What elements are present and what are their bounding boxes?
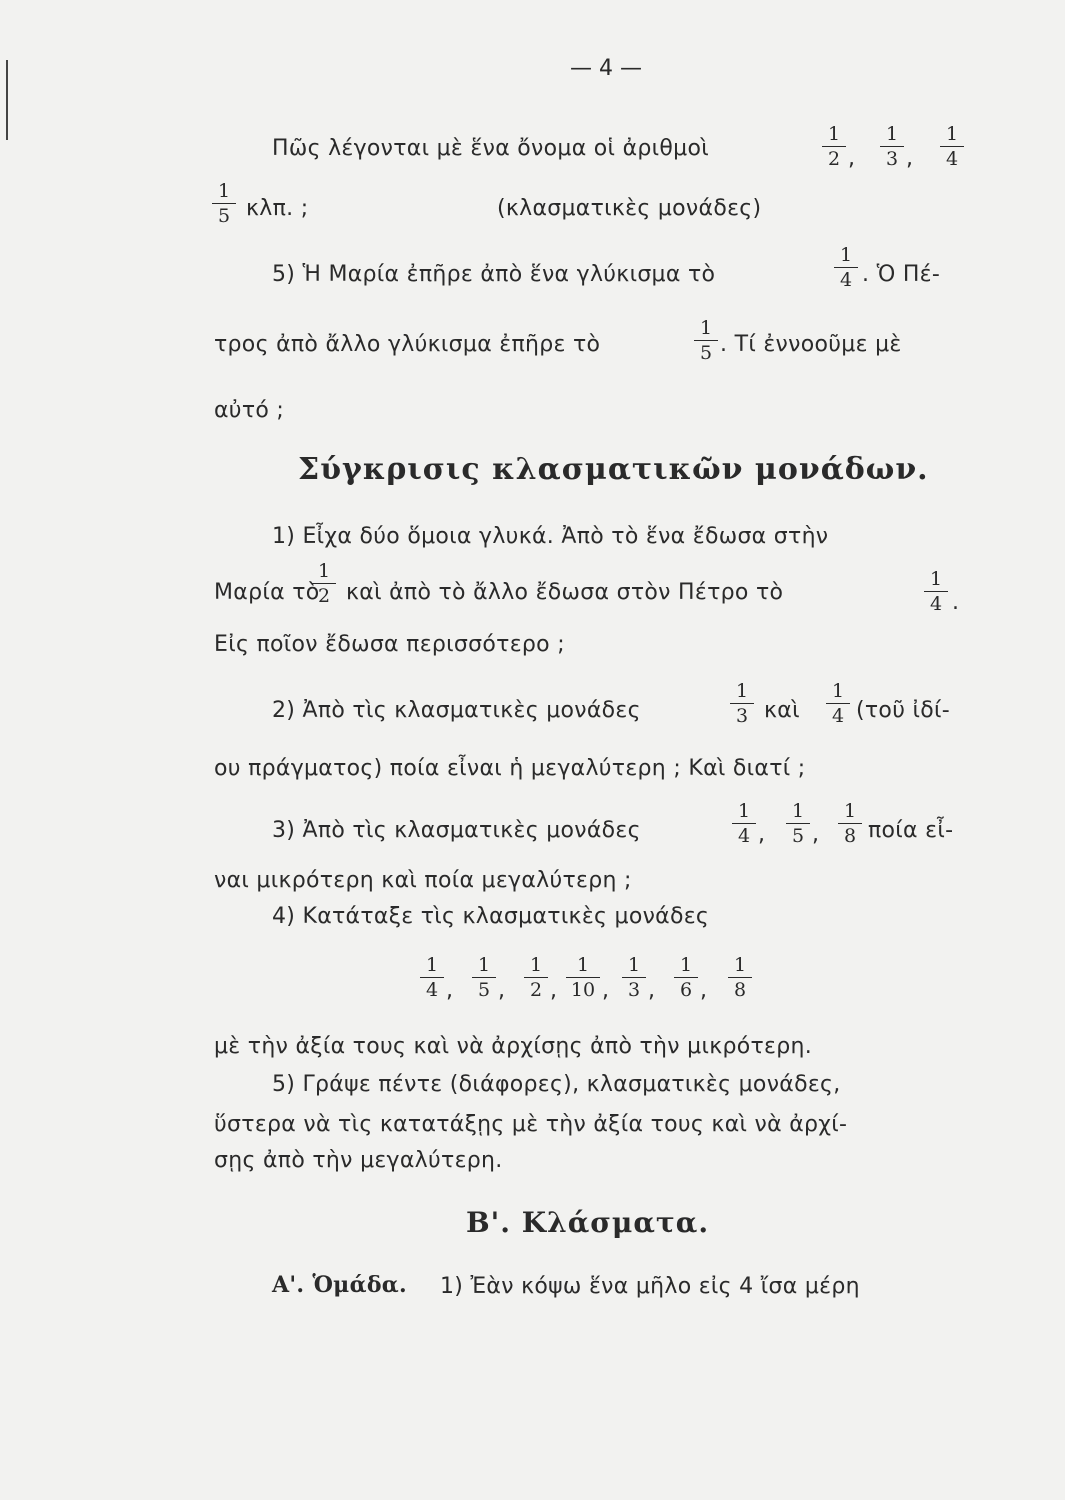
c2-line1: 2) Ἀπὸ τὶς κλασματικὲς μονάδες — [272, 698, 641, 723]
group-a-line1: 1) Ἐὰν κόψω ἕνα μῆλο εἰς 4 ἴσα μέρη — [440, 1274, 860, 1299]
c3-line2: ναι μικρότερη καὶ ποία μεγαλύτερη ; — [214, 868, 632, 893]
comma: , — [446, 978, 454, 1003]
fraction: 1 4 — [826, 680, 850, 727]
page-edge-mark — [6, 60, 8, 140]
intro-answer: (κλασματικὲς μονάδες) — [497, 196, 762, 221]
comma: , — [700, 978, 708, 1003]
section-heading-fractions: Β'. Κλάσματα. — [466, 1206, 710, 1239]
section-heading-comparison: Σύγκρισις κλασματικῶν μονάδων. — [298, 452, 929, 487]
fraction: 1 2 — [822, 123, 846, 170]
fraction: 1 5 — [472, 954, 496, 1001]
c2-line2: ου πράγματος) ποία εἶναι ἡ μεγαλύτερη ; Καὶ διατί ; — [214, 756, 806, 781]
intro-etc: κλπ. ; — [246, 196, 309, 221]
fraction: 1 4 — [924, 568, 948, 615]
q5-line3: αὐτό ; — [214, 398, 285, 423]
fraction: 1 3 — [730, 680, 754, 727]
group-a-label: Α'. Ὁμάδα. — [272, 1272, 407, 1298]
fraction: 1 3 — [880, 123, 904, 170]
fraction: 1 4 — [732, 800, 756, 847]
c1-line2-mid: καὶ ἀπὸ τὸ ἄλλο ἔδωσα στὸν Πέτρο τὸ — [346, 580, 784, 605]
c2-line1-and: καὶ — [764, 698, 800, 723]
c3-line1-end: ποία εἶ- — [868, 818, 954, 843]
page-number: — 4 — — [570, 56, 642, 81]
q5-line2: τρος ἀπὸ ἄλλο γλύκισμα ἐπῆρε τὸ — [214, 332, 601, 357]
fraction: 1 4 — [940, 123, 964, 170]
fraction: 1 3 — [622, 954, 646, 1001]
comma: , — [906, 146, 914, 171]
c4-line2: μὲ τὴν ἀξία τους καὶ νὰ ἀρχίσῃς ἀπὸ τὴν μικρότερη. — [214, 1034, 813, 1059]
c5-line3: σῃς ἀπὸ τὴν μεγαλύτερη. — [214, 1148, 503, 1173]
c1-line2-start: Μαρία τὸ — [214, 580, 320, 605]
q5-line2-end: . Τί ἐννοοῦμε μὲ — [720, 332, 902, 357]
fraction: 1 5 — [694, 317, 718, 364]
fraction: 1 4 — [834, 244, 858, 291]
fraction: 1 2 — [524, 954, 548, 1001]
comma: , — [758, 822, 766, 847]
fraction: 1 10 — [566, 954, 600, 1001]
fraction: 1 5 — [212, 180, 236, 227]
c5-line2: ὕστερα νὰ τὶς κατατάξῃς μὲ τὴν ἀξία τους καὶ νὰ ἀρχί- — [214, 1112, 848, 1137]
intro-question-line1: Πῶς λέγονται μὲ ἕνα ὄνομα οἱ ἀριθμοὶ — [272, 136, 709, 161]
c1-line3: Εἰς ποῖον ἔδωσα περισσότερο ; — [214, 632, 565, 657]
c4-line1: 4) Κατάταξε τὶς κλασματικὲς μονάδες — [272, 904, 710, 929]
fraction: 1 4 — [420, 954, 444, 1001]
q5-line1-end: . Ὁ Πέ- — [862, 262, 941, 287]
fraction: 1 6 — [674, 954, 698, 1001]
fraction: 1 2 — [312, 560, 336, 607]
c2-line1-end: (τοῦ ἰδί- — [856, 698, 950, 723]
c1-line2-end: . — [952, 590, 960, 615]
fraction: 1 8 — [728, 954, 752, 1001]
comma: , — [848, 146, 856, 171]
fraction: 1 8 — [838, 800, 862, 847]
c1-line1: 1) Εἶχα δύο ὅμοια γλυκά. Ἀπὸ τὸ ἕνα ἔδωσα στὴν — [272, 524, 829, 549]
comma: , — [812, 822, 820, 847]
comma: , — [498, 978, 506, 1003]
comma: , — [602, 978, 610, 1003]
q5-line1: 5) Ἡ Μαρία ἐπῆρε ἀπὸ ἕνα γλύκισμα τὸ — [272, 262, 716, 287]
comma: , — [648, 978, 656, 1003]
fraction: 1 5 — [786, 800, 810, 847]
c3-line1: 3) Ἀπὸ τὶς κλασματικὲς μονάδες — [272, 818, 641, 843]
c5-line1: 5) Γράψε πέντε (διάφορες), κλασματικὲς μονάδες, — [272, 1072, 841, 1097]
comma: , — [550, 978, 558, 1003]
